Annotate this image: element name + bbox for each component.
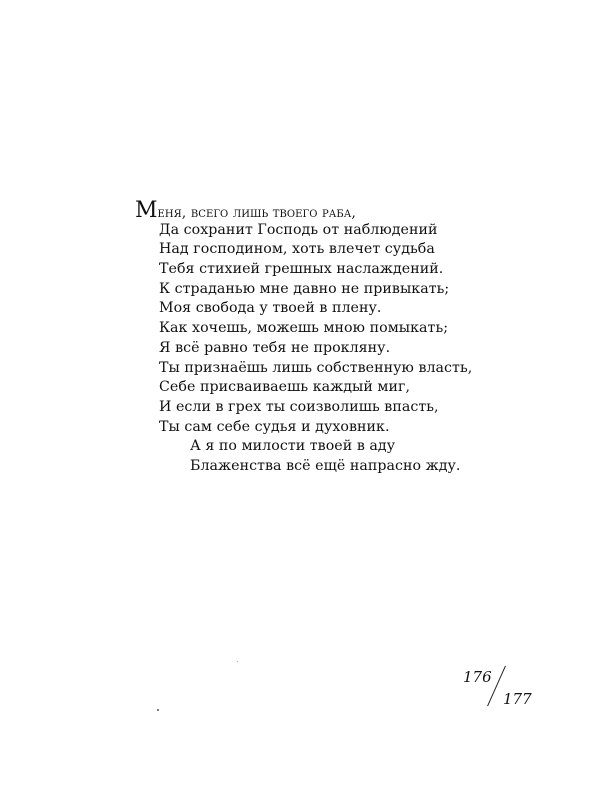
poem-line-14: Блаженства всё ещё напрасно жду. bbox=[190, 457, 461, 474]
poem-line-9: Ты признаёшь лишь собственную власть, bbox=[159, 359, 473, 376]
poem-line-2: Да сохранит Господь от наблюдений bbox=[159, 221, 438, 238]
drop-cap: М bbox=[135, 198, 158, 223]
poem-line-3: Над господином, хоть влечет судьба bbox=[159, 241, 435, 258]
poem-line-4: Тебя стихией грешных наслаждений. bbox=[159, 261, 444, 278]
print-speck bbox=[157, 709, 159, 711]
first-line-text: еня, всего лишь твоего раба, bbox=[157, 205, 356, 221]
poem bbox=[135, 198, 575, 477]
poem-line-13: А я по милости твоей в аду bbox=[190, 438, 396, 455]
poem-line-10: Себе присваиваешь каждый миг, bbox=[159, 379, 411, 396]
poem-line-12: Ты сам себе судья и духовник. bbox=[159, 418, 390, 435]
page-number-left: 176 bbox=[463, 668, 492, 686]
poem-line-6: Моя свобода у твоей в плену. bbox=[159, 300, 382, 317]
poem-line-11: И если в грех ты соизволишь впасть, bbox=[159, 398, 439, 415]
print-speck bbox=[237, 661, 238, 662]
page-numbers bbox=[463, 660, 543, 710]
page-number-right: 177 bbox=[503, 690, 532, 708]
poem-line-8: Я всё равно тебя не прокляну. bbox=[159, 339, 391, 356]
poem-line-1 bbox=[135, 198, 575, 223]
poem-line-5: К страданью мне давно не привыкать; bbox=[159, 280, 450, 297]
poem-line-7: Как хочешь, можешь мною помыкать; bbox=[159, 320, 449, 337]
